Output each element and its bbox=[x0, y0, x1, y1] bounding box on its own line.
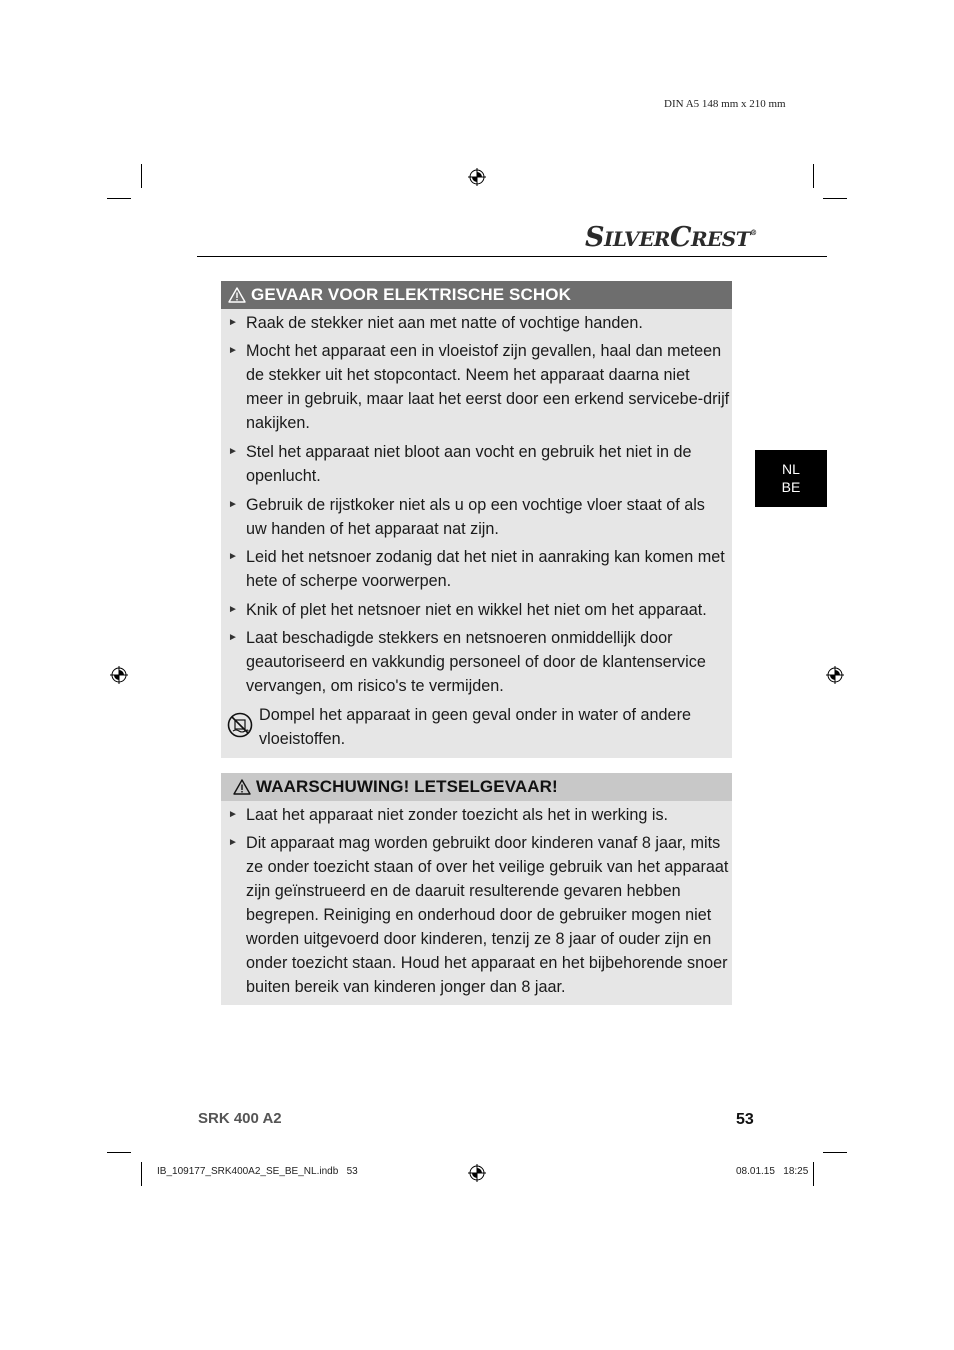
list-item: ► Gebruik de rijstkoker niet als u op een vochtige vloer staat of als uw handen of het apparaat nat zijn. bbox=[228, 496, 705, 538]
crop-mark bbox=[141, 1162, 142, 1186]
registration-mark-icon bbox=[826, 666, 844, 684]
warning-triangle-icon bbox=[233, 779, 251, 795]
registration-mark-icon bbox=[468, 1164, 486, 1182]
list-item: ► Laat beschadigde stekkers en netsnoeren onmiddellijk door geautoriseerd en vakkundig personeel of door de klantenservice vervangen, om risico's te vermijden. bbox=[228, 629, 706, 695]
paper-format-label: DIN A5 148 mm x 210 mm bbox=[664, 98, 786, 110]
injury-warning-box bbox=[221, 773, 732, 1005]
slug-file-info: IB_109177_SRK400A2_SE_BE_NL.indb 53 bbox=[157, 1166, 358, 1177]
registration-mark-icon bbox=[110, 666, 128, 684]
language-code: NL bbox=[782, 461, 800, 477]
list-item: ► Stel het apparaat niet bloot aan vocht en gebruik het niet in de openlucht. bbox=[228, 443, 692, 485]
model-number: SRK 400 A2 bbox=[198, 1110, 282, 1127]
list-item: ► Dit apparaat mag worden gebruikt door kinderen vanaf 8 jaar, mits ze onder toezicht staan of over het veilige gebruik van het apparaat zijn geïnstrueerd en de daaruit resulterende gevaren hebben begrepen. Reiniging en onderhoud door de gebruiker mogen niet worden uitgevoerd door kinderen, tenzij ze 8 jaar of ouder zijn en onder toezicht staan. Houd het apparaat en het bijbehorende snoer buiten bereik van kinderen jonger dan 8 jaar. bbox=[228, 834, 729, 996]
slug-date-info: 08.01.15 18:25 bbox=[736, 1166, 809, 1177]
crop-mark bbox=[107, 1152, 131, 1153]
language-tab bbox=[755, 450, 827, 507]
page-number: 53 bbox=[736, 1111, 754, 1128]
crop-mark bbox=[141, 164, 142, 188]
header-rule bbox=[197, 256, 827, 257]
list-item: ► Laat het apparaat niet zonder toezicht als het in werking is. bbox=[228, 806, 669, 824]
crop-mark bbox=[813, 164, 814, 188]
list-item: ► Mocht het apparaat een in vloeistof zijn gevallen, haal dan meteen de stekker uit het stopcontact. Neem het apparaat daarna niet meer in gebruik, maar laat het eerst door een erkend servicebe-drijf nakijken. bbox=[228, 342, 730, 432]
immersion-note: Dompel het apparaat in geen geval onder in water of andere vloeistoffen. bbox=[259, 706, 691, 748]
no-immersion-icon bbox=[227, 712, 253, 738]
crop-mark bbox=[813, 1162, 814, 1186]
list-item: ► Raak de stekker niet aan met natte of vochtige handen. bbox=[228, 314, 643, 332]
warning-triangle-icon bbox=[228, 287, 246, 303]
list-item: ► Knik of plet het netsnoer niet en wikkel het niet om het apparaat. bbox=[228, 601, 707, 619]
electric-shock-warning-box bbox=[221, 281, 732, 758]
registration-mark-icon bbox=[468, 168, 486, 186]
section-heading: GEVAAR VOOR ELEKTRISCHE SCHOK bbox=[221, 281, 732, 309]
section-heading: WAARSCHUWING! LETSELGEVAAR! bbox=[221, 773, 732, 801]
region-code: BE bbox=[781, 479, 801, 495]
brand-logo: SILVERCREST® bbox=[585, 222, 757, 253]
crop-mark bbox=[107, 198, 131, 199]
crop-mark bbox=[823, 198, 847, 199]
list-item: ► Leid het netsnoer zodanig dat het niet in aanraking kan komen met hete of scherpe voorwerpen. bbox=[228, 548, 725, 590]
crop-mark bbox=[823, 1152, 847, 1153]
